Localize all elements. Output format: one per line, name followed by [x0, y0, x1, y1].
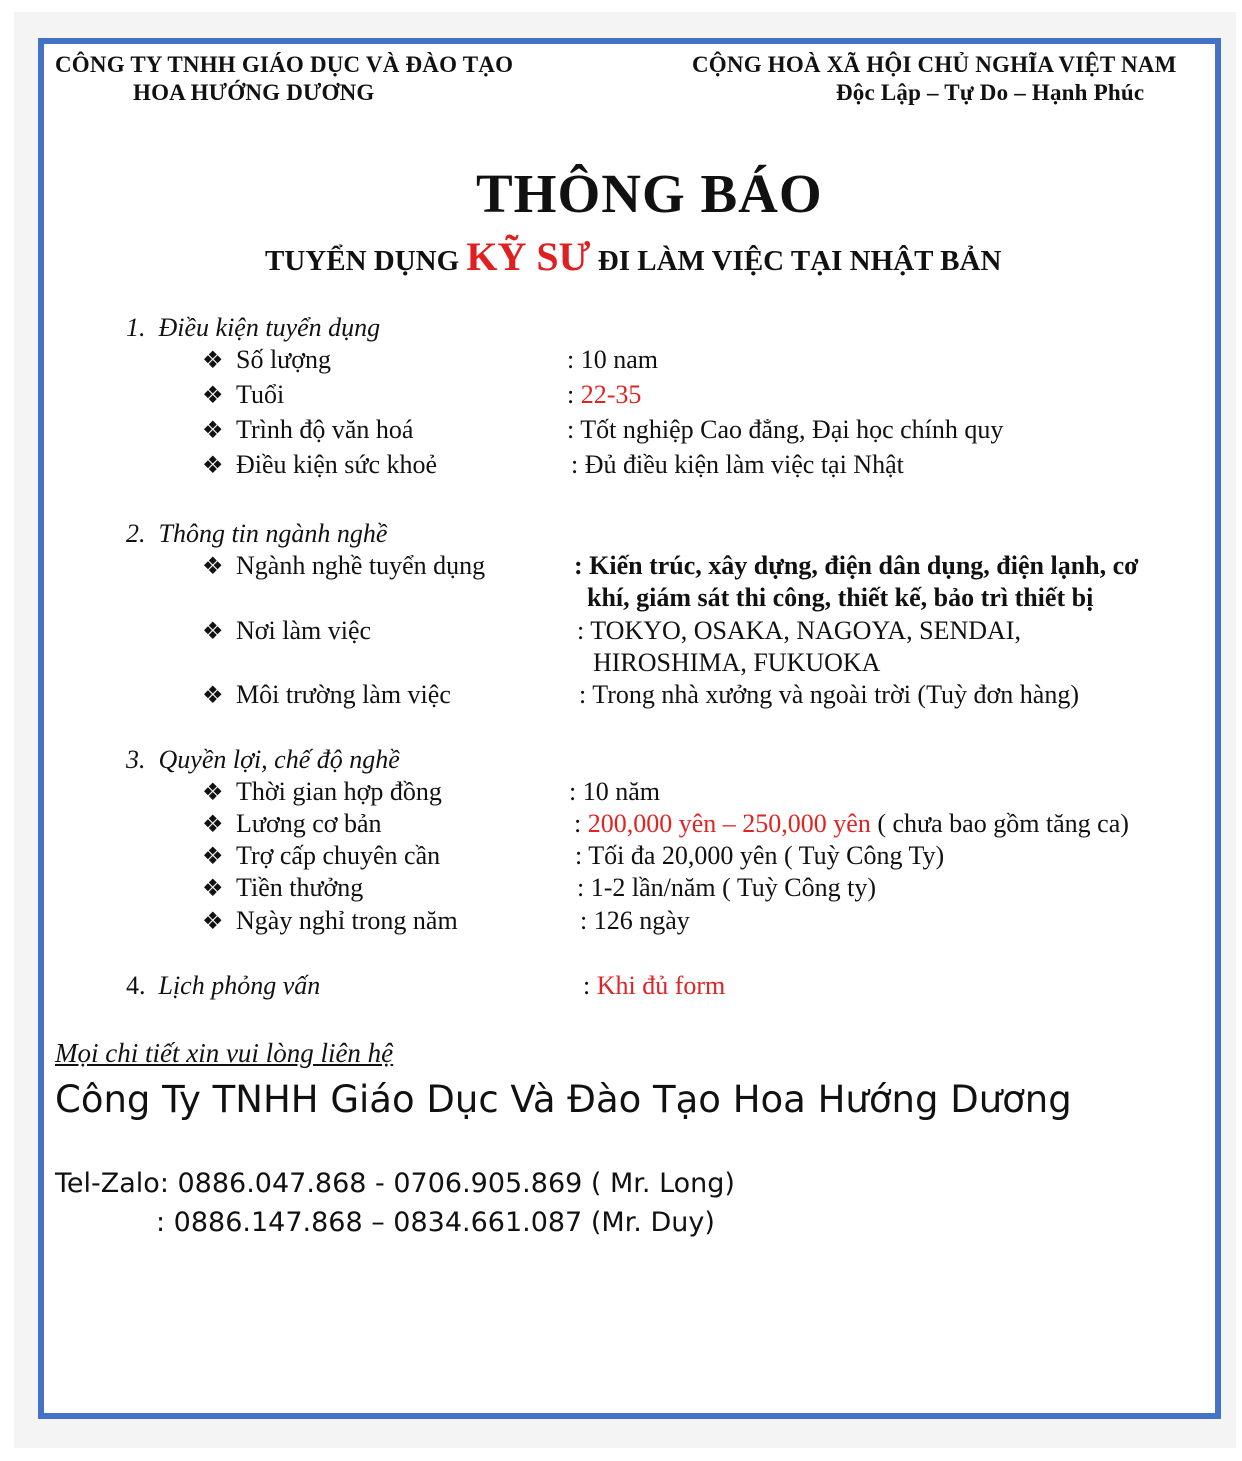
item-value-continued: khí, giám sát thi công, thiết kế, bảo trì thiết bị — [587, 583, 1094, 612]
item-value: : 10 năm — [569, 777, 660, 806]
interview-colon: : — [583, 971, 591, 1000]
diamond-bullet-icon: ❖ — [202, 418, 224, 444]
company-name-line1: CÔNG TY TNHH GIÁO DỤC VÀ ĐÀO TẠO — [55, 52, 514, 77]
subtitle-before: TUYỂN DỤNG — [265, 245, 460, 277]
salary-note: ( chưa bao gồm tăng ca) — [877, 809, 1129, 838]
company-name-line2: HOA HƯỚNG DƯƠNG — [133, 80, 375, 105]
item-value: : 1-2 lần/năm ( Tuỳ Công ty) — [577, 873, 877, 902]
section-title: Điều kiện tuyển dụng — [158, 313, 381, 342]
section-title: Quyền lợi, chế độ nghề — [158, 745, 400, 774]
item-value: : Trong nhà xưởng và ngoài trời (Tuỳ đơn hàng) — [579, 680, 1079, 709]
item-value: : TOKYO, OSAKA, NAGOYA, SENDAI, — [577, 616, 1021, 645]
list-item — [202, 380, 284, 410]
list-item — [202, 873, 363, 903]
diamond-bullet-icon: ❖ — [202, 909, 224, 935]
item-label: Ngành nghề tuyển dụng — [236, 551, 486, 580]
item-label: Số lượng — [236, 345, 332, 374]
document-subtitle — [265, 233, 1001, 280]
section-number: 2. — [126, 519, 146, 548]
list-item — [202, 616, 371, 646]
age-colon: : — [567, 380, 575, 409]
item-value — [574, 809, 1129, 839]
item-label: Nơi làm việc — [236, 616, 372, 645]
item-value-continued: HIROSHIMA, FUKUOKA — [593, 648, 881, 677]
item-value: : Tối đa 20,000 yên ( Tuỳ Công Ty) — [575, 841, 945, 870]
list-item — [202, 415, 413, 445]
item-label: Thời gian hợp đồng — [236, 777, 442, 806]
contact-intro: Mọi chi tiết xin vui lòng liên hệ — [55, 1038, 394, 1068]
nation-name: CỘNG HOÀ XÃ HỘI CHỦ NGHĨA VIỆT NAM — [692, 52, 1177, 77]
nation-motto: Độc Lập – Tự Do – Hạnh Phúc — [836, 80, 1145, 105]
contact-phone-line1: Tel-Zalo: 0886.047.868 - 0706.905.869 ( Mr. Long) — [55, 1168, 735, 1199]
list-item — [202, 841, 440, 871]
item-value: : Tốt nghiệp Cao đẳng, Đại học chính quy — [567, 415, 1004, 444]
item-value: : Kiến trúc, xây dựng, điện dân dụng, điện lạnh, cơ — [574, 551, 1139, 580]
item-label: Trợ cấp chuyên cần — [236, 841, 441, 870]
contact-company: Công Ty TNHH Giáo Dục Và Đào Tạo Hoa Hướng Dương — [55, 1078, 1072, 1121]
section-title: Lịch phỏng vấn — [158, 971, 321, 1000]
section-title: Thông tin ngành nghề — [158, 519, 388, 548]
section-number: 1. — [126, 313, 146, 342]
list-item — [202, 809, 382, 839]
diamond-bullet-icon: ❖ — [202, 348, 224, 374]
diamond-bullet-icon: ❖ — [202, 844, 224, 870]
diamond-bullet-icon: ❖ — [202, 453, 224, 479]
section-number: 3. — [126, 745, 146, 774]
list-item — [202, 906, 458, 936]
document-title: THÔNG BÁO — [476, 163, 823, 224]
item-label: Trình độ văn hoá — [236, 415, 414, 444]
diamond-bullet-icon: ❖ — [202, 812, 224, 838]
item-label: Ngày nghỉ trong năm — [236, 906, 458, 935]
section-2-heading — [126, 519, 387, 549]
item-value: : Đủ điều kiện làm việc tại Nhật — [571, 450, 904, 479]
item-label: Tiền thưởng — [236, 873, 364, 902]
list-item — [202, 345, 331, 375]
item-label: Điều kiện sức khoẻ — [236, 450, 438, 479]
list-item — [202, 777, 442, 807]
section-3-heading — [126, 745, 400, 775]
list-item — [202, 450, 437, 480]
item-label: Tuổi — [236, 380, 285, 409]
diamond-bullet-icon: ❖ — [202, 383, 224, 409]
section-number: 4. — [126, 971, 146, 1000]
diamond-bullet-icon: ❖ — [202, 780, 224, 806]
diamond-bullet-icon: ❖ — [202, 876, 224, 902]
interview-value — [583, 971, 725, 1001]
item-value: : 126 ngày — [580, 906, 690, 935]
section-4-heading — [126, 971, 320, 1001]
item-label: Lương cơ bản — [236, 809, 382, 838]
diamond-bullet-icon: ❖ — [202, 619, 224, 645]
age-range: 22-35 — [580, 380, 642, 409]
salary-colon: : — [574, 809, 582, 838]
item-value: : 10 nam — [567, 345, 658, 374]
item-value — [567, 380, 641, 410]
list-item — [202, 680, 451, 710]
salary-range: 200,000 yên – 250,000 yên — [587, 809, 871, 838]
list-item — [202, 551, 485, 581]
diamond-bullet-icon: ❖ — [202, 683, 224, 709]
section-1-heading — [126, 313, 380, 343]
item-label: Môi trường làm việc — [236, 680, 451, 709]
interview-schedule: Khi đủ form — [596, 971, 726, 1000]
contact-phone-line2: : 0886.147.868 – 0834.661.087 (Mr. Duy) — [156, 1207, 715, 1238]
diamond-bullet-icon: ❖ — [202, 554, 224, 580]
subtitle-highlight: KỸ SƯ — [466, 234, 591, 279]
subtitle-after: ĐI LÀM VIỆC TẠI NHẬT BẢN — [597, 245, 1002, 277]
